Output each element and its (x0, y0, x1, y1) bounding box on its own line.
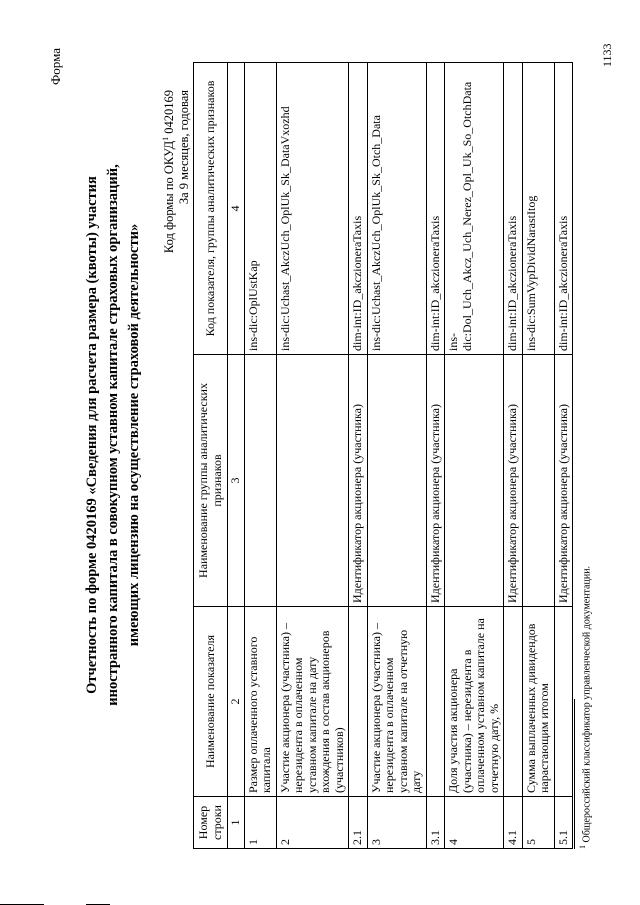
table-row (349, 63, 368, 849)
indicator-name: Сумма выплаченных дивидендов нарастающим итогом (522, 607, 554, 797)
group-name (276, 355, 349, 607)
table-row (426, 63, 445, 849)
indicator-code: dim-int:ID_akczioneraTaxis (349, 63, 368, 355)
page-number: 1133 (600, 43, 614, 67)
indicator-name (554, 607, 573, 797)
table-row (504, 63, 523, 849)
column-number: 3 (228, 355, 245, 607)
okud-code: 0420169 (162, 90, 177, 137)
okud-code-line (158, 90, 177, 253)
indicator-code: ins-dic:Uchast_AkczUch_OplUk_Sk_DataVxozhd (276, 63, 349, 355)
form-label: Форма (48, 48, 63, 85)
table-row (522, 63, 554, 849)
indicator-name: Доля участия акционера (участника) – нерезидента в оплаченном уставном капитале на отчетную дату, % (445, 607, 504, 797)
footnote-text: Общероссийский классификатор управленческой документации. (581, 565, 593, 845)
indicator-name (426, 607, 445, 797)
header-code: Код показателя, группы аналитических признаков (194, 63, 228, 355)
table-row (244, 63, 276, 849)
table-row (367, 63, 426, 849)
okud-label: Код формы по ОКУД (162, 140, 177, 254)
indicator-name (349, 607, 368, 797)
table-row (554, 63, 573, 849)
row-number: 2 (276, 797, 349, 849)
row-number: 3 (367, 797, 426, 849)
header-group-name: Наименование группы аналитических признаков (194, 355, 228, 607)
table-row (445, 63, 504, 849)
okud-footnote-mark: 1 (161, 136, 170, 141)
header-row-number: Номер строки (194, 797, 228, 849)
column-number: 2 (228, 607, 245, 797)
group-name: Идентификатор акционера (участника) (426, 355, 445, 607)
row-number: 4.1 (504, 797, 523, 849)
document-title (82, 115, 145, 755)
group-name: Идентификатор акционера (участника) (349, 355, 368, 607)
group-name: Идентификатор акционера (участника) (504, 355, 523, 607)
header-indicator-name: Наименование показателя (194, 607, 228, 797)
indicator-code: ins-dic:SumVypDividNarastItog (522, 63, 554, 355)
indicator-code: ins-dic:Uchast_AkczUch_OplUk_Sk_Otch_Data (367, 63, 426, 355)
indicator-code: ins-dic:Dol_Uch_Akcz_Uch_Nerez_Opl_Uk_So_OtchData (445, 63, 504, 355)
title-line-3: имеющих лицензию на осуществление страховой деятельности» (126, 223, 142, 647)
footnote (578, 566, 592, 849)
group-name (244, 355, 276, 607)
column-number: 1 (228, 797, 245, 849)
indicator-code: dim-int:ID_akczioneraTaxis (554, 63, 573, 355)
row-number: 1 (244, 797, 276, 849)
indicator-name (504, 607, 523, 797)
okud-period: За 9 месяцев, годовая (177, 90, 192, 205)
indicator-code: dim-int:ID_akczioneraTaxis (426, 63, 445, 355)
okud-block (158, 90, 192, 253)
row-number: 2.1 (349, 797, 368, 849)
column-number-row (228, 63, 245, 849)
indicators-table (193, 62, 573, 849)
indicator-code: ins-dic:OplUstKap (244, 63, 276, 355)
footnote-mark: 1 (578, 845, 587, 849)
table-row (276, 63, 349, 849)
title-line-2: иностранного капитала в совокупном уставном капитале страховых организаций, (105, 164, 121, 706)
group-name (522, 355, 554, 607)
indicator-name: Участие акционера (участника) – нерезидента в оплаченном уставном капитале на отчетную дату (367, 607, 426, 797)
footnote-divider (574, 699, 575, 849)
row-number: 4 (445, 797, 504, 849)
indicator-name: Участие акционера (участника) – нерезидента в оплаченном уставном капитале на дату вхождения в состав акционеров (участников) (276, 607, 349, 797)
indicator-name: Размер оплаченного уставного капитала (244, 607, 276, 797)
table-header-row (194, 63, 228, 849)
indicator-code: dim-int:ID_akczioneraTaxis (504, 63, 523, 355)
row-number: 5.1 (554, 797, 573, 849)
row-number: 3.1 (426, 797, 445, 849)
row-number: 5 (522, 797, 554, 849)
group-name (445, 355, 504, 607)
group-name (367, 355, 426, 607)
column-number: 4 (228, 63, 245, 355)
title-line-1: Отчетность по форме 0420169 «Сведения для расчета размера (квоты) участия (84, 176, 100, 694)
group-name: Идентификатор акционера (участника) (554, 355, 573, 607)
